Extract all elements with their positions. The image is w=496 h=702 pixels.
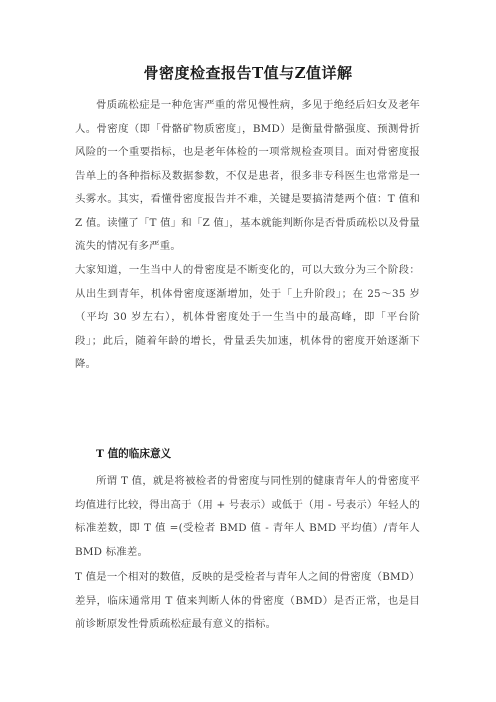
- t-value-meaning-paragraph: [75, 566, 420, 637]
- paragraph-text: 大家知道，一生当中人的骨密度是不断变化的，可以大致分为三个阶段：从出生到青年，机体骨密度逐渐增加，处于「上升阶段」；在 25～35 岁（平均 30 岁左右），机体骨密度处于一生当中的最高峰，即「平台阶段」；此后，随着年龄的增长，骨量丢失加速，机体骨的密度开始逐渐下降。: [75, 264, 420, 370]
- intro-paragraph: [75, 94, 420, 259]
- paragraph-text: 骨质疏松症是一种危害严重的常见慢性病，多见于绝经后妇女及老年人。骨密度（即「骨骼矿物质密度」，BMD）是衡量骨骼强度、预测骨折风险的一个重要指标，也是老年体检的一项常规检查项目。面对骨密度报告单上的各种指标及数据参数，不仅是患者，很多非专科医生也常常是一头雾水。其实，看懂骨密度报告并不难，关键是要搞清楚两个值：T 值和 Z 值。读懂了「T 值」和「Z 值」，基本就能判断你是否骨质疏松以及骨量流失的情况有多严重。: [75, 99, 420, 252]
- t-value-definition-paragraph: [75, 470, 420, 564]
- bone-density-stages-paragraph: [75, 259, 420, 377]
- paragraph-text: T 值是一个相对的数值，反映的是受检者与青年人之间的骨密度（BMD）差异，临床通常用 T 值来判断人体的骨密度（BMD）是否正常，也是目前诊断原发性骨质疏松症最有意义的指标。: [75, 571, 420, 630]
- paragraph-text: 所谓 T 值，就是将被检者的骨密度与同性别的健康青年人的骨密度平均值进行比较，得出高于（用 + 号表示）或低于（用 - 号表示）年轻人的标准差数，即 T 值 =(受检者 BMD 值 - 青年人 BMD 平均值）/青年人 BMD 标准差。: [75, 475, 420, 558]
- document-title: 骨密度检查报告T值与Z值详解: [143, 64, 353, 82]
- section-heading: T 值的临床意义: [96, 448, 172, 460]
